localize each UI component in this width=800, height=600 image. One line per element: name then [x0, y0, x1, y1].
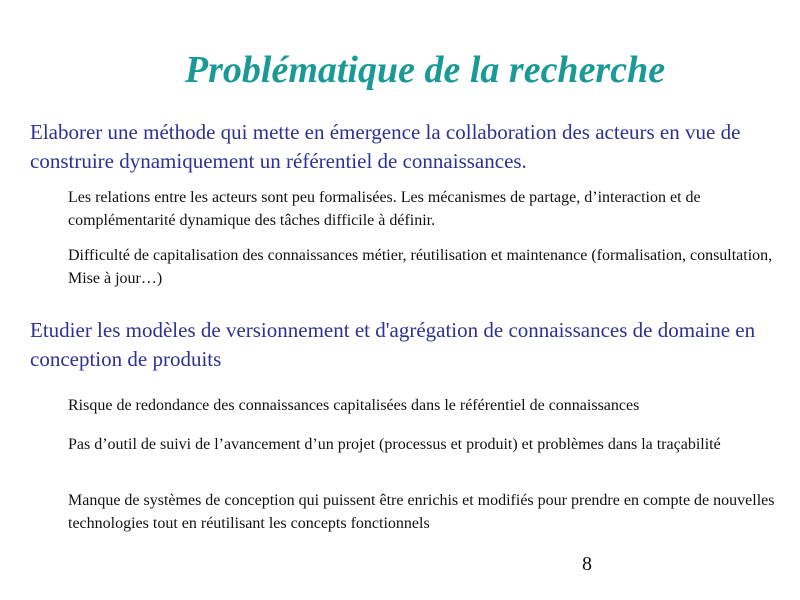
main-point-1: Elaborer une méthode qui mette en émergence la collaboration des acteurs en vue de construire dynamiquement un référentiel de connaissances. [30, 120, 741, 173]
subpoint-2-1: Risque de redondance des connaissances capitalisées dans le référentiel de connaissances [68, 397, 640, 414]
main-point-2: Etudier les modèles de versionnement et d'agrégation de connaissances de domaine en conception de produits [30, 318, 756, 371]
slide-title: Problématique de la recherche [184, 49, 666, 91]
page-number: 8 [582, 553, 592, 575]
subpoint-2-2: Pas d’outil de suivi de l’avancement d’un projet (processus et produit) et problèmes dans la traçabilité [68, 436, 721, 453]
subpoint-1-1: Les relations entre les acteurs sont peu formalisées. Les mécanismes de partage, d’interaction et de complémentarité dynamique des tâches difficile à définir. [68, 189, 701, 229]
subpoint-2-3: Manque de systèmes de conception qui puissent être enrichis et modifiés pour prendre en compte de nouvelles technologies tout en réutilisant les concepts fonctionnels [68, 492, 775, 532]
subpoint-1-2: Difficulté de capitalisation des connaissances métier, réutilisation et maintenance (formalisation, consultation, Mise à jour…) [68, 247, 773, 287]
